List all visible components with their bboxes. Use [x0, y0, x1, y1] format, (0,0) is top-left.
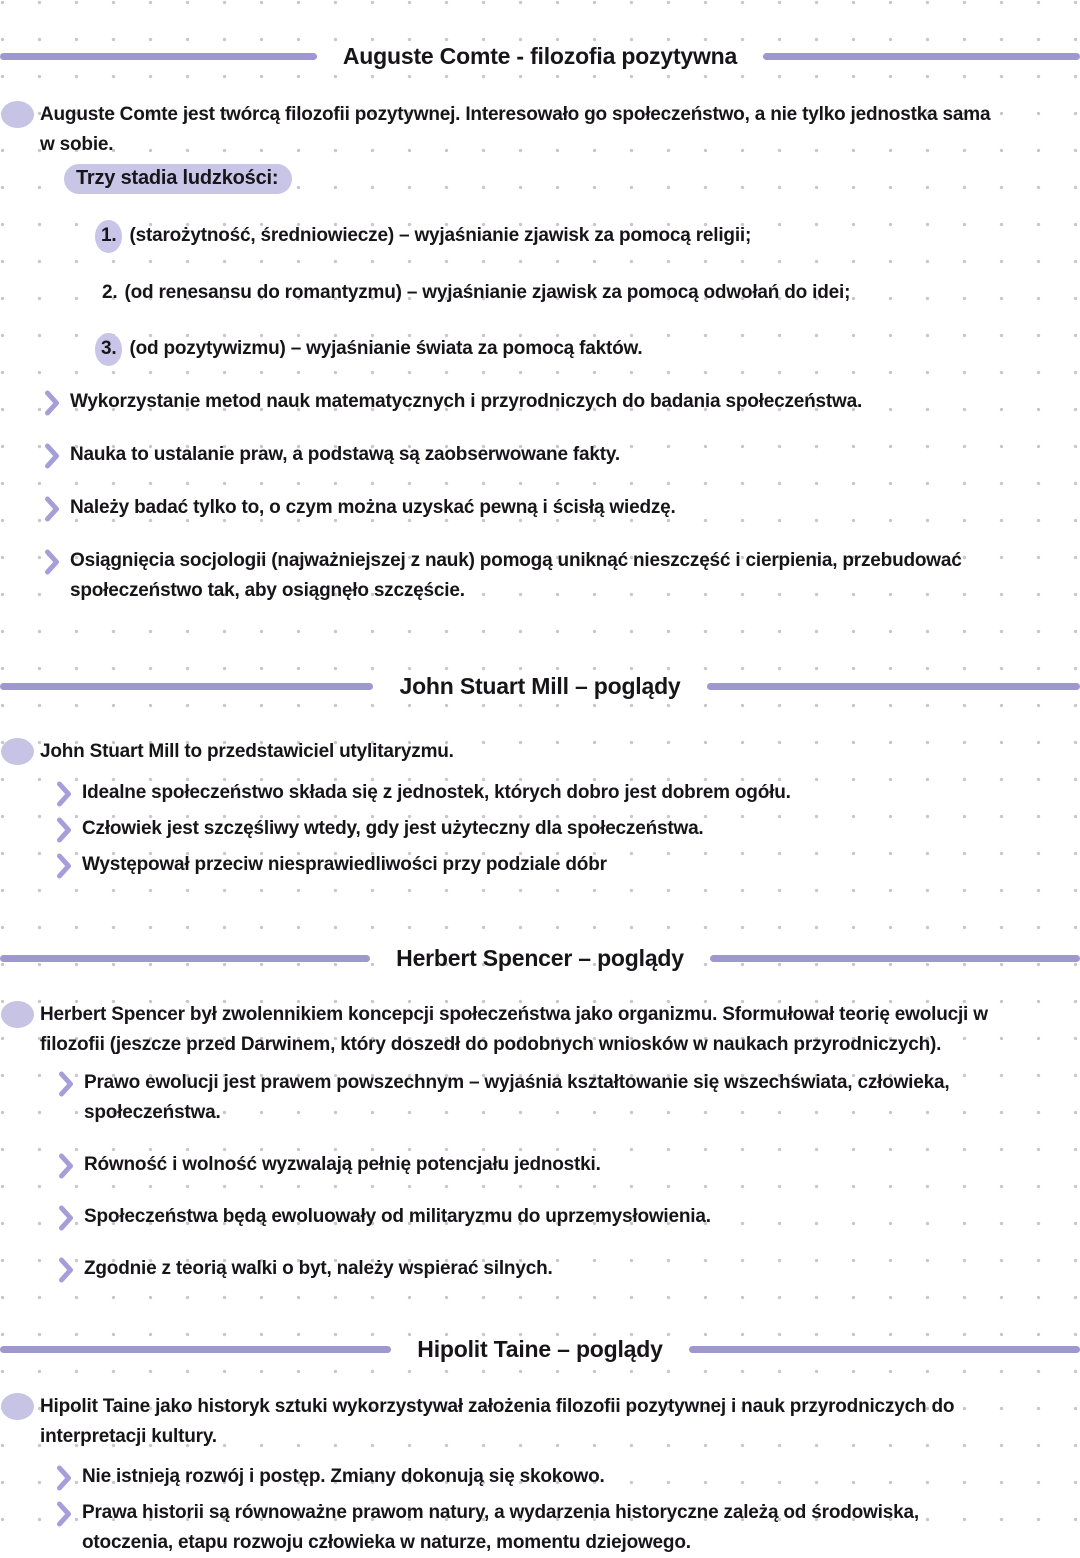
- intro-item: [0, 737, 1080, 767]
- intro-text: John Stuart Mill to przedstawiciel utylitaryzmu.: [40, 741, 454, 762]
- divider-line: [0, 683, 373, 690]
- bullet-dot-icon: [1, 101, 34, 128]
- point-item: [44, 387, 1080, 417]
- stage-text: (od pozytywizmu) – wyjaśnianie świata za pomocą faktów.: [129, 338, 643, 359]
- point-text: Społeczeństwa będą ewoluowały od militaryzmu do uprzemysłowienia.: [84, 1206, 711, 1227]
- divider-line: [689, 1346, 1080, 1353]
- stages-heading-row: [64, 164, 1080, 194]
- chevron-icon: [58, 1153, 75, 1179]
- points-list: [0, 1068, 1080, 1284]
- stage-item: [102, 278, 1080, 308]
- chevron-icon: [56, 817, 73, 843]
- point-item: [58, 1150, 1080, 1180]
- stage-item: [102, 220, 1080, 253]
- chevron-icon: [56, 781, 73, 807]
- section-title: Herbert Spencer – poglądy: [396, 945, 684, 971]
- point-text: Zgodnie z teorią walki o byt, należy wspierać silnych.: [84, 1258, 553, 1279]
- point-item: [56, 1498, 1080, 1558]
- chevron-icon: [58, 1071, 75, 1097]
- point-item: [44, 493, 1080, 523]
- stage-number: 2.: [102, 282, 118, 303]
- point-item: [58, 1254, 1080, 1284]
- stages-list: [0, 220, 1080, 366]
- chevron-icon: [44, 443, 61, 469]
- chevron-icon: [56, 1465, 73, 1491]
- chevron-icon: [56, 1501, 73, 1527]
- point-item: [44, 440, 1080, 470]
- section-title: Auguste Comte - filozofia pozytywna: [342, 43, 738, 69]
- point-text: Równość i wolność wyzwalają pełnię potencjału jednostki.: [84, 1154, 601, 1175]
- point-text: Idealne społeczeństwo składa się z jednostek, których dobro jest dobrem ogółu.: [82, 782, 791, 803]
- section-divider: [0, 673, 1080, 699]
- divider-line: [0, 955, 370, 962]
- point-item: [56, 814, 1080, 844]
- chevron-icon: [58, 1205, 75, 1231]
- section-title: John Stuart Mill – poglądy: [399, 673, 681, 699]
- stage-number: 3.: [95, 333, 122, 366]
- point-text: Prawo ewolucji jest prawem powszechnym – wyjaśnia kształtowanie się wszechświata, człowieka, społeczeństwa.: [84, 1072, 950, 1123]
- section-auguste-comte: [0, 0, 1080, 606]
- divider-line: [707, 683, 1080, 690]
- point-item: [58, 1068, 1080, 1128]
- point-text: Nie istnieją rozwój i postęp. Zmiany dokonują się skokowo.: [82, 1466, 605, 1487]
- chevron-icon: [44, 549, 61, 575]
- section-divider: [0, 945, 1080, 971]
- point-text: Osiągnięcia socjologii (najważniejszej z nauk) pomogą uniknąć nieszczęść i cierpienia, przebudować społeczeństwo tak, aby osiągnęło szczęście.: [70, 550, 962, 601]
- point-text: Nauka to ustalanie praw, a podstawą są zaobserwowane fakty.: [70, 444, 620, 465]
- points-list: [0, 778, 1080, 880]
- intro-item: [0, 100, 1080, 160]
- intro-text: Herbert Spencer był zwolennikiem koncepcji społeczeństwa jako organizmu. Sformułował teorię ewolucji w filozofii (jeszcze przed Darwinem, który doszedł do podobnych wniosków w naukach przyrodniczych).: [40, 1004, 988, 1055]
- bullet-dot-icon: [1, 738, 34, 765]
- intro-item: [0, 1000, 1080, 1060]
- point-item: [44, 546, 1080, 606]
- section-divider: [0, 1336, 1080, 1362]
- stages-heading: Trzy stadia ludzkości:: [64, 164, 292, 194]
- chevron-icon: [44, 496, 61, 522]
- stage-text: (od renesansu do romantyzmu) – wyjaśnianie zjawisk za pomocą odwołań do idei;: [124, 282, 851, 303]
- point-item: [56, 778, 1080, 808]
- point-item: [56, 1462, 1080, 1492]
- section-title: Hipolit Taine – poglądy: [417, 1336, 663, 1362]
- point-text: Wykorzystanie metod nauk matematycznych i przyrodniczych do badania społeczeństwa.: [70, 391, 863, 412]
- section-john-stuart-mill: [0, 673, 1080, 880]
- point-text: Prawa historii są równoważne prawom natury, a wydarzenia historyczne zależą od środowiska, otoczenia, etapu rozwoju człowieka w naturze, momentu dziejowego.: [82, 1502, 919, 1553]
- divider-line: [0, 1346, 391, 1353]
- intro-text: Auguste Comte jest twórcą filozofii pozytywnej. Interesowało go społeczeństwo, a nie tylko jednostka sama w sobie.: [40, 104, 991, 155]
- stage-number: 1.: [95, 220, 122, 253]
- divider-line: [763, 53, 1080, 60]
- point-text: Człowiek jest szczęśliwy wtedy, gdy jest użyteczny dla społeczeństwa.: [82, 818, 704, 839]
- points-list: [0, 387, 1080, 606]
- stage-text: (starożytność, średniowiecze) – wyjaśnianie zjawisk za pomocą religii;: [129, 225, 752, 246]
- bullet-dot-icon: [1, 1393, 34, 1420]
- section-herbert-spencer: [0, 945, 1080, 1284]
- intro-item: [0, 1392, 1080, 1452]
- points-list: [0, 1462, 1080, 1558]
- divider-line: [0, 53, 317, 60]
- intro-text: Hipolit Taine jako historyk sztuki wykorzystywał założenia filozofii pozytywnej i nauk przyrodniczych do interpretacji kultury.: [40, 1396, 955, 1447]
- divider-line: [710, 955, 1080, 962]
- point-text: Należy badać tylko to, o czym można uzyskać pewną i ścisłą wiedzę.: [70, 497, 676, 518]
- chevron-icon: [58, 1257, 75, 1283]
- section-divider: [0, 0, 1080, 69]
- chevron-icon: [56, 853, 73, 879]
- point-text: Występował przeciw niesprawiedliwości przy podziale dóbr: [82, 854, 607, 875]
- point-item: [56, 850, 1080, 880]
- stage-item: [102, 333, 1080, 366]
- bullet-dot-icon: [1, 1001, 34, 1028]
- section-hipolit-taine: [0, 1336, 1080, 1558]
- chevron-icon: [44, 390, 61, 416]
- point-item: [58, 1202, 1080, 1232]
